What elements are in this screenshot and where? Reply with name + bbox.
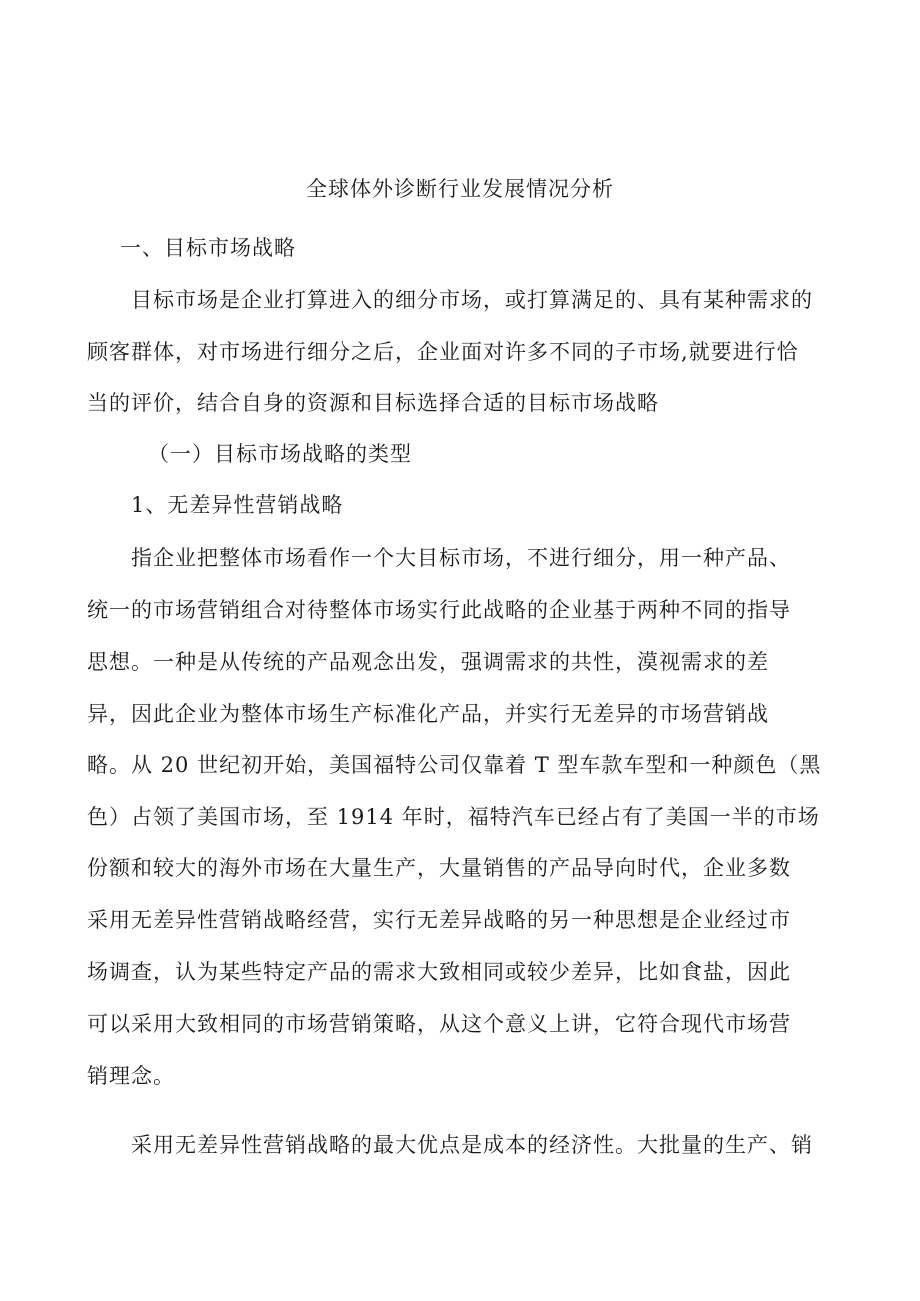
subsection-heading: （一）目标市场战略的类型: [148, 442, 412, 466]
paragraph-line: 份额和较大的海外市场在大量生产，大量销售的产品导向时代，企业多数: [87, 856, 791, 880]
paragraph-line: 场调查，认为某些特定产品的需求大致相同或较少差异，比如食盐，因此: [87, 960, 791, 984]
document-title: 全球体外诊断行业发展情况分析: [306, 177, 614, 201]
section-heading: 一、目标市场战略: [120, 236, 296, 260]
paragraph-line: 色）占领了美国市场，至 1914 年时，福特汽车已经占有了美国一半的市场: [87, 805, 820, 829]
item-heading: 1、无差异性营销战略: [131, 493, 344, 517]
paragraph-line: 目标市场是企业打算进入的细分市场，或打算满足的、具有某种需求的: [131, 288, 813, 312]
paragraph-line: 当的评价，结合自身的资源和目标选择合适的目标市场战略: [87, 391, 659, 415]
paragraph-line: 销理念。: [87, 1064, 175, 1088]
paragraph-line: 略。从 20 世纪初开始，美国福特公司仅靠着 T 型车款车型和一种颜色（黑: [87, 753, 822, 777]
paragraph-line: 采用无差异性营销战略经营，实行无差异战略的另一种思想是企业经过市: [87, 908, 791, 932]
paragraph-line: 顾客群体，对市场进行细分之后，企业面对许多不同的子市场,就要进行恰: [87, 340, 799, 364]
paragraph-line: 思想。一种是从传统的产品观念出发，强调需求的共性，漠视需求的差: [87, 650, 769, 674]
paragraph-line: 统一的市场营销组合对待整体市场实行此战略的企业基于两种不同的指导: [87, 598, 791, 622]
paragraph-line: 指企业把整体市场看作一个大目标市场，不进行细分，用一种产品、: [131, 546, 791, 570]
paragraph-line: 可以采用大致相同的市场营销策略，从这个意义上讲，它符合现代市场营: [87, 1012, 791, 1036]
paragraph-line: 采用无差异性营销战略的最大优点是成本的经济性。大批量的生产、销: [131, 1133, 813, 1157]
paragraph-line: 异，因此企业为整体市场生产标准化产品，并实行无差异的市场营销战: [87, 702, 769, 726]
